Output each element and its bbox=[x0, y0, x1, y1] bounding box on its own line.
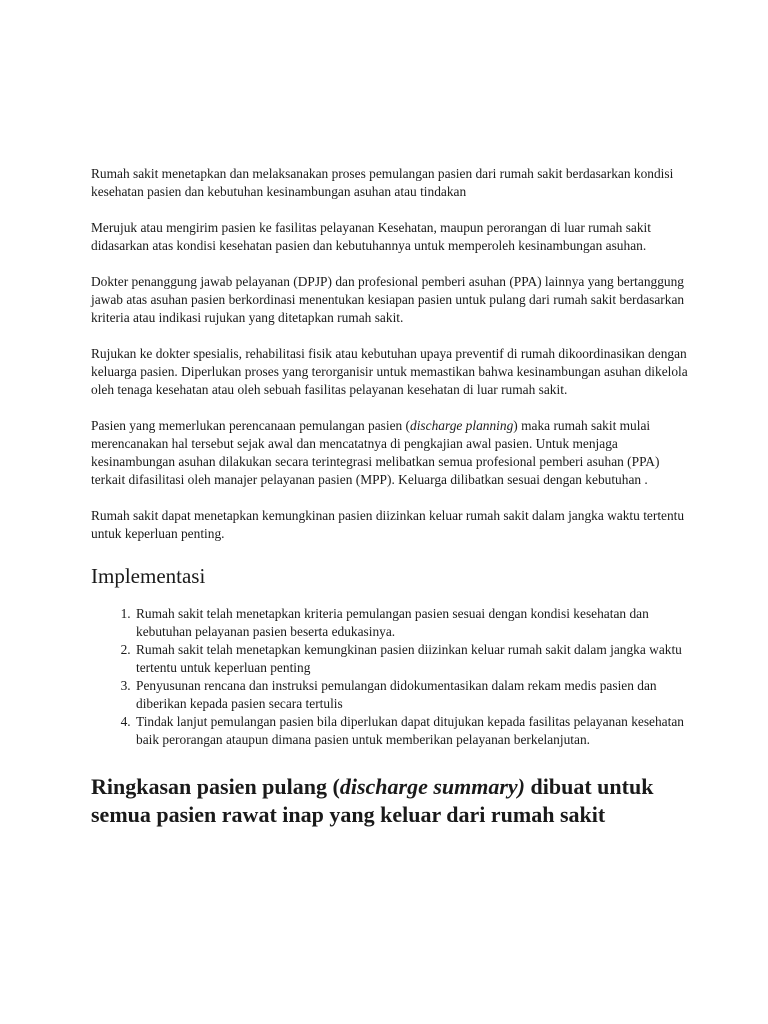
discharge-planning-text-before: Pasien yang memerlukan perencanaan pemulangan pasien ( bbox=[91, 418, 411, 433]
list-item: 4. Tindak lanjut pemulangan pasien bila diperlukan dapat ditujukan kepada fasilitas pelayanan kesehatan baik perorangan ataupun dimana pasien untuk memberikan pelayanan berkelanjutan. bbox=[134, 713, 691, 749]
list-item: 3. Penyusunan rencana dan instruksi pemulangan didokumentasikan dalam rekam medis pasien dan diberikan kepada pasien secara tertulis bbox=[134, 677, 691, 713]
paragraph-discharge-planning bbox=[91, 417, 691, 489]
paragraph-discharge-process: Rumah sakit menetapkan dan melaksanakan proses pemulangan pasien dari rumah sakit berdasarkan kondisi kesehatan pasien dan kebutuhan kesinambungan asuhan atau tindakan bbox=[91, 166, 674, 199]
document-page bbox=[91, 165, 691, 829]
list-item: 1. Rumah sakit telah menetapkan kriteria pemulangan pasien sesuai dengan kondisi kesehatan dan kebutuhan pelayanan pasien beserta edukasinya. bbox=[134, 605, 691, 641]
implementation-list bbox=[91, 605, 691, 749]
discharge-summary-term: discharge summary) bbox=[339, 774, 526, 799]
paragraph-specialist-referral: Rujukan ke dokter spesialis, rehabilitasi fisik atau kebutuhan upaya preventif di rumah dikoordinasikan dengan keluarga pasien. Diperlukan proses yang terorganisir untuk memastikan bahwa kesinambungan asuhan dikelola oleh tenaga kesehatan atau oleh sebuah fasilitas pelayanan kesehatan di luar rumah sakit. bbox=[91, 346, 688, 397]
discharge-summary-heading-before: Ringkasan pasien pulang ( bbox=[91, 774, 340, 799]
heading-discharge-summary bbox=[91, 773, 691, 829]
discharge-planning-text-after: ) maka rumah sakit mulai merencanakan hal tersebut sejak awal dan mencatatnya di pengkajian awal pasien. Untuk menjaga kesinambungan asuhan dilakukan secara terintegrasi melibatkan semua profesional pemberi asuhan (PPA) terkait difasilitasi oleh manajer pelayanan pasien (MPP). Keluarga dilibatkan sesuai dengan kebutuhan . bbox=[91, 418, 660, 487]
paragraph-dpjp-ppa: Dokter penanggung jawab pelayanan (DPJP) dan profesional pemberi asuhan (PPA) lainnya yang bertanggung jawab atas asuhan pasien berkordinasi menentukan kesiapan pasien untuk pulang dari rumah sakit berdasarkan kriteria atau indikasi rujukan yang ditetapkan rumah sakit. bbox=[91, 274, 685, 325]
discharge-summary-heading-after: dibuat untuk semua pasien rawat inap yang keluar dari rumah sakit bbox=[91, 774, 654, 827]
paragraph-referral: Merujuk atau mengirim pasien ke fasilitas pelayanan Kesehatan, maupun perorangan di luar rumah sakit didasarkan atas kondisi kesehatan pasien dan kebutuhannya untuk memperoleh kesinambungan asuhan. bbox=[91, 220, 651, 253]
paragraph-temporary-leave: Rumah sakit dapat menetapkan kemungkinan pasien diizinkan keluar rumah sakit dalam jangka waktu tertentu untuk keperluan penting. bbox=[91, 508, 685, 541]
section-heading-implementasi: Implementasi bbox=[91, 564, 206, 588]
list-item: 2. Rumah sakit telah menetapkan kemungkinan pasien diizinkan keluar rumah sakit dalam jangka waktu tertentu untuk keperluan penting bbox=[134, 641, 691, 677]
discharge-planning-term: discharge planning bbox=[410, 418, 514, 433]
